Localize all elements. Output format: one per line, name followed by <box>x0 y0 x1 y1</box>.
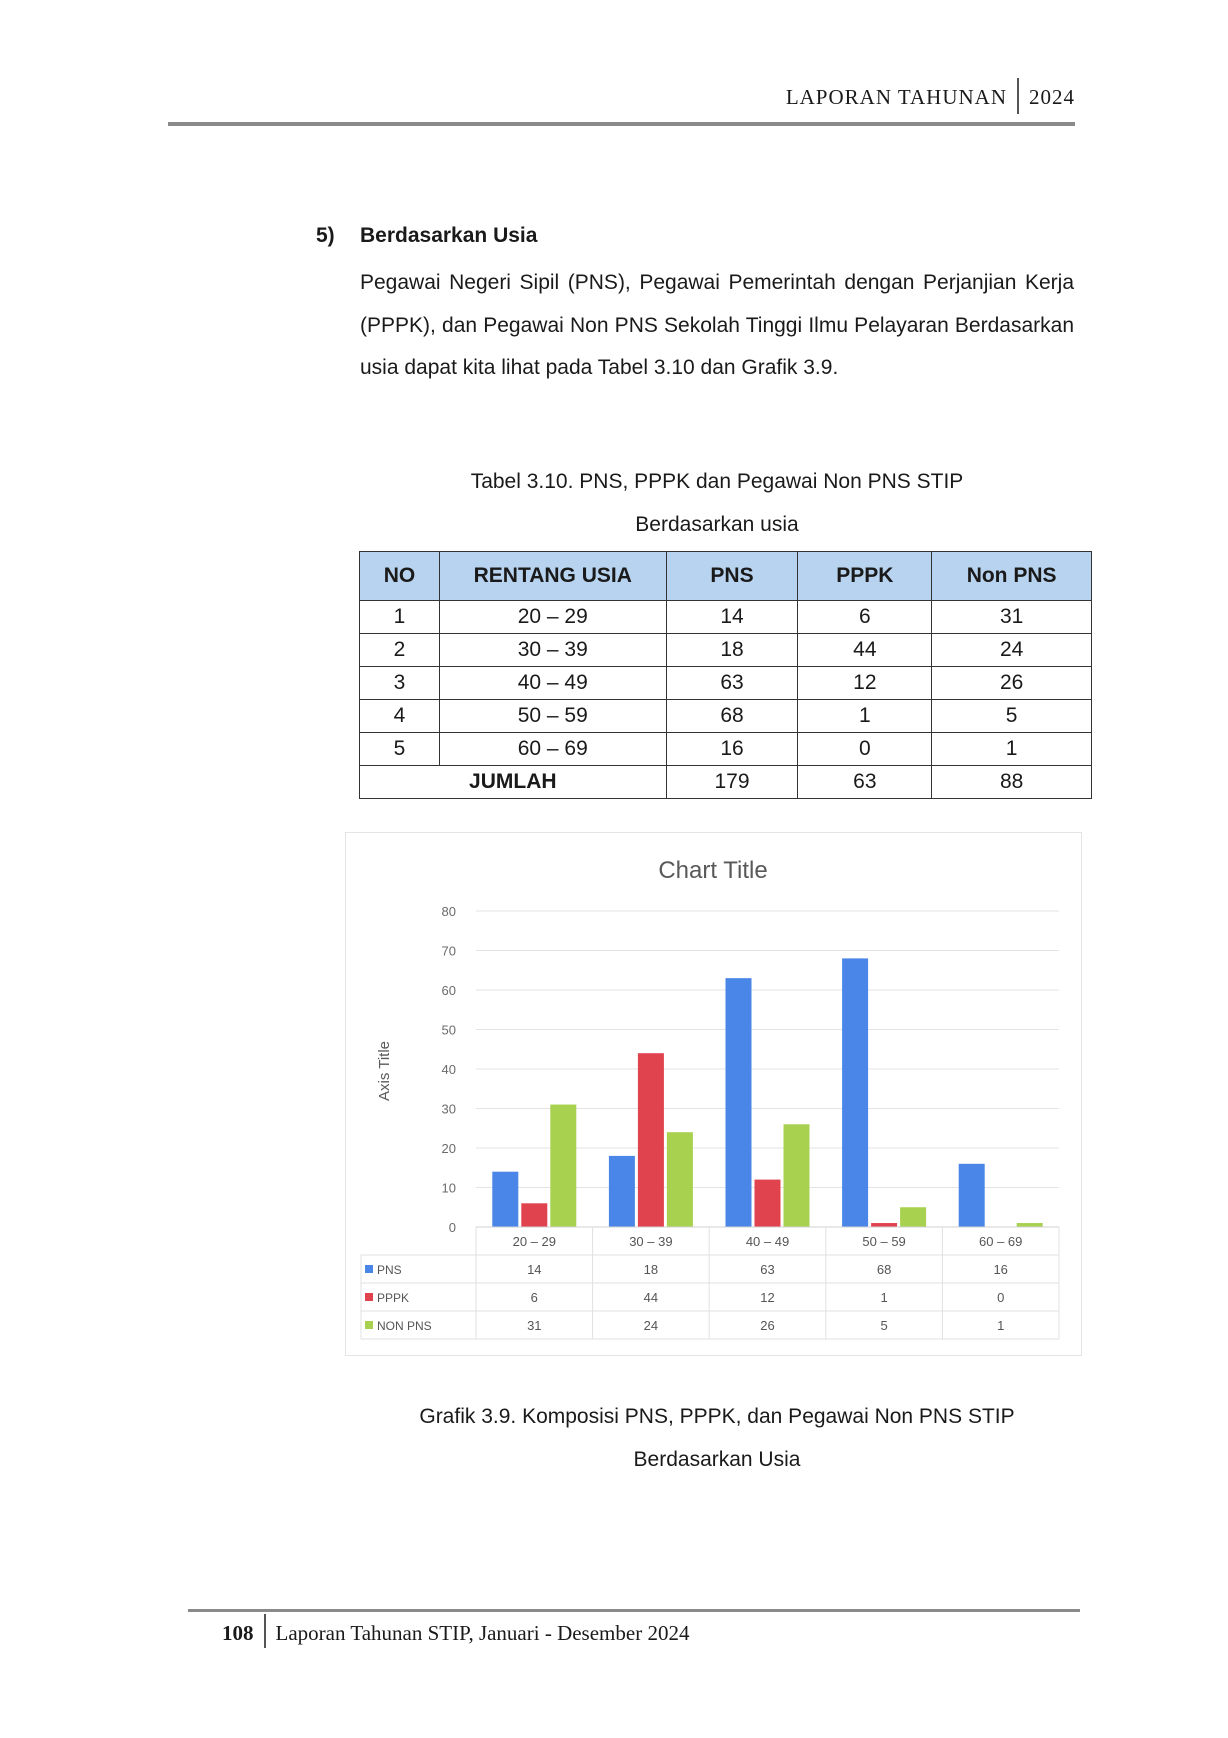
bar-pppk <box>521 1203 547 1227</box>
chart-caption <box>360 1395 1074 1481</box>
table-total-row <box>360 766 1092 799</box>
legend-swatch <box>365 1265 373 1273</box>
bar-non-pns <box>667 1132 693 1227</box>
section-paragraph <box>360 262 1074 390</box>
header-pppk: PPPK <box>798 552 932 601</box>
chart-canvas <box>346 833 1081 1355</box>
data-label: 18 <box>643 1262 659 1277</box>
section-number: 5) <box>316 224 335 247</box>
total-non-pns: 88 <box>932 766 1092 799</box>
cell-pns: 63 <box>666 667 798 700</box>
cell-pppk: 44 <box>798 634 932 667</box>
cell-age-range: 40 – 49 <box>439 667 666 700</box>
data-label: 26 <box>760 1318 775 1333</box>
data-label: 1 <box>880 1290 888 1305</box>
cell-non-pns: 1 <box>932 733 1092 766</box>
page-number: 108 <box>222 1621 254 1645</box>
bar-pns <box>842 958 868 1227</box>
legend-label: PNS <box>377 1263 402 1277</box>
legend-swatch <box>365 1293 373 1301</box>
x-tick-label: 50 – 59 <box>862 1234 906 1249</box>
x-tick-label: 60 – 69 <box>979 1234 1023 1249</box>
age-table <box>359 551 1092 799</box>
cell-non-pns: 26 <box>932 667 1092 700</box>
data-label: 16 <box>993 1262 1008 1277</box>
cell-age-range: 30 – 39 <box>439 634 666 667</box>
cell-pppk: 12 <box>798 667 932 700</box>
cell-pns: 14 <box>666 601 798 634</box>
page-footer <box>188 1609 1080 1659</box>
header-age-range: RENTANG USIA <box>439 552 666 601</box>
bar-non-pns <box>1017 1223 1043 1227</box>
data-label: 68 <box>876 1262 892 1277</box>
chart-title: Chart Title <box>658 857 768 884</box>
table-row <box>360 634 1092 667</box>
bar-pns <box>726 978 752 1227</box>
data-label: 44 <box>643 1290 659 1305</box>
cell-pns: 68 <box>666 700 798 733</box>
legend-label: PPPK <box>377 1291 410 1305</box>
table-row <box>360 700 1092 733</box>
y-axis-title: Axis Title <box>376 1040 393 1102</box>
header-non-pns: Non PNS <box>932 552 1092 601</box>
page-header <box>168 70 1075 126</box>
y-tick-label: 50 <box>441 1022 456 1038</box>
bar-non-pns <box>550 1105 576 1227</box>
cell-no: 4 <box>360 700 440 733</box>
header-separator <box>1017 78 1019 114</box>
age-bar-chart <box>345 832 1082 1356</box>
x-tick-label: 40 – 49 <box>745 1234 790 1249</box>
data-label: 31 <box>527 1318 542 1333</box>
y-tick-label: 0 <box>448 1220 456 1235</box>
legend-label: NON PNS <box>377 1319 432 1333</box>
data-label: 6 <box>530 1290 538 1305</box>
bar-non-pns <box>784 1124 810 1227</box>
total-pppk: 63 <box>798 766 932 799</box>
chart-caption-line1: Grafik 3.9. Komposisi PNS, PPPK, dan Pegawai Non PNS STIP <box>419 1405 1015 1428</box>
header-pns: PNS <box>666 552 798 601</box>
bar-non-pns <box>900 1207 926 1227</box>
section-title: Berdasarkan Usia <box>360 224 538 247</box>
footer-separator <box>264 1614 266 1648</box>
table-caption-line1: Tabel 3.10. PNS, PPPK dan Pegawai Non PNS STIP <box>470 470 964 493</box>
table-header-row <box>360 552 1092 601</box>
data-label: 0 <box>997 1290 1005 1305</box>
y-tick-label: 70 <box>441 943 456 959</box>
y-tick-label: 80 <box>441 904 456 919</box>
chart-data-table <box>361 1227 1059 1339</box>
cell-no: 5 <box>360 733 440 766</box>
y-tick-label: 20 <box>441 1141 456 1156</box>
paragraph-text: Pegawai Negeri Sipil (PNS), Pegawai Pemerintah dengan Perjanjian Kerja (PPPK), dan Pegawai Non PNS Sekolah Tinggi Ilmu Pelayaran Berdasarkan usia dapat kita lihat pada Tabel 3.10 dan Grafik 3.9. <box>360 271 1074 379</box>
bar-pppk <box>638 1053 664 1227</box>
x-tick-label: 20 – 29 <box>512 1234 556 1249</box>
table-caption <box>360 460 1074 546</box>
y-tick-label: 30 <box>441 1101 456 1117</box>
table-row <box>360 667 1092 700</box>
cell-pns: 18 <box>666 634 798 667</box>
chart-caption-line2: Berdasarkan Usia <box>633 1448 801 1471</box>
header-title: LAPORAN TAHUNAN <box>785 84 1007 109</box>
header-text <box>786 84 1075 114</box>
x-tick-label: 30 – 39 <box>629 1234 673 1249</box>
y-tick-label: 10 <box>441 1180 456 1196</box>
cell-no: 1 <box>360 601 440 634</box>
cell-pns: 16 <box>666 733 798 766</box>
data-label: 24 <box>643 1318 659 1333</box>
bars <box>492 958 1042 1227</box>
cell-no: 3 <box>360 667 440 700</box>
cell-non-pns: 24 <box>932 634 1092 667</box>
bar-pns <box>492 1172 518 1227</box>
table-row <box>360 601 1092 634</box>
cell-pppk: 6 <box>798 601 932 634</box>
cell-age-range: 50 – 59 <box>439 700 666 733</box>
bar-pns <box>609 1156 635 1227</box>
cell-non-pns: 31 <box>932 601 1092 634</box>
footer-text <box>222 1621 689 1648</box>
footer-label: Laporan Tahunan STIP, Januari - Desember 2024 <box>275 1621 690 1645</box>
cell-age-range: 60 – 69 <box>439 733 666 766</box>
data-label: 63 <box>760 1262 775 1277</box>
y-tick-label: 60 <box>441 983 456 998</box>
table-caption-line2: Berdasarkan usia <box>635 513 799 536</box>
cell-non-pns: 5 <box>932 700 1092 733</box>
data-label: 5 <box>880 1318 888 1333</box>
y-tick-label: 40 <box>441 1062 456 1077</box>
data-label: 1 <box>997 1318 1005 1333</box>
footer-rule <box>188 1609 1080 1612</box>
header-no: NO <box>360 552 440 601</box>
bar-pns <box>959 1164 985 1227</box>
bar-pppk <box>755 1180 781 1227</box>
total-label: JUMLAH <box>360 766 667 799</box>
total-pns: 179 <box>666 766 798 799</box>
data-label: 14 <box>527 1262 542 1277</box>
data-label: 12 <box>760 1290 775 1305</box>
header-rule <box>168 122 1075 126</box>
table-row <box>360 733 1092 766</box>
cell-pppk: 0 <box>798 733 932 766</box>
cell-age-range: 20 – 29 <box>439 601 666 634</box>
legend-swatch <box>365 1321 373 1329</box>
header-year: 2024 <box>1029 84 1075 109</box>
cell-pppk: 1 <box>798 700 932 733</box>
cell-no: 2 <box>360 634 440 667</box>
bar-pppk <box>871 1223 897 1227</box>
